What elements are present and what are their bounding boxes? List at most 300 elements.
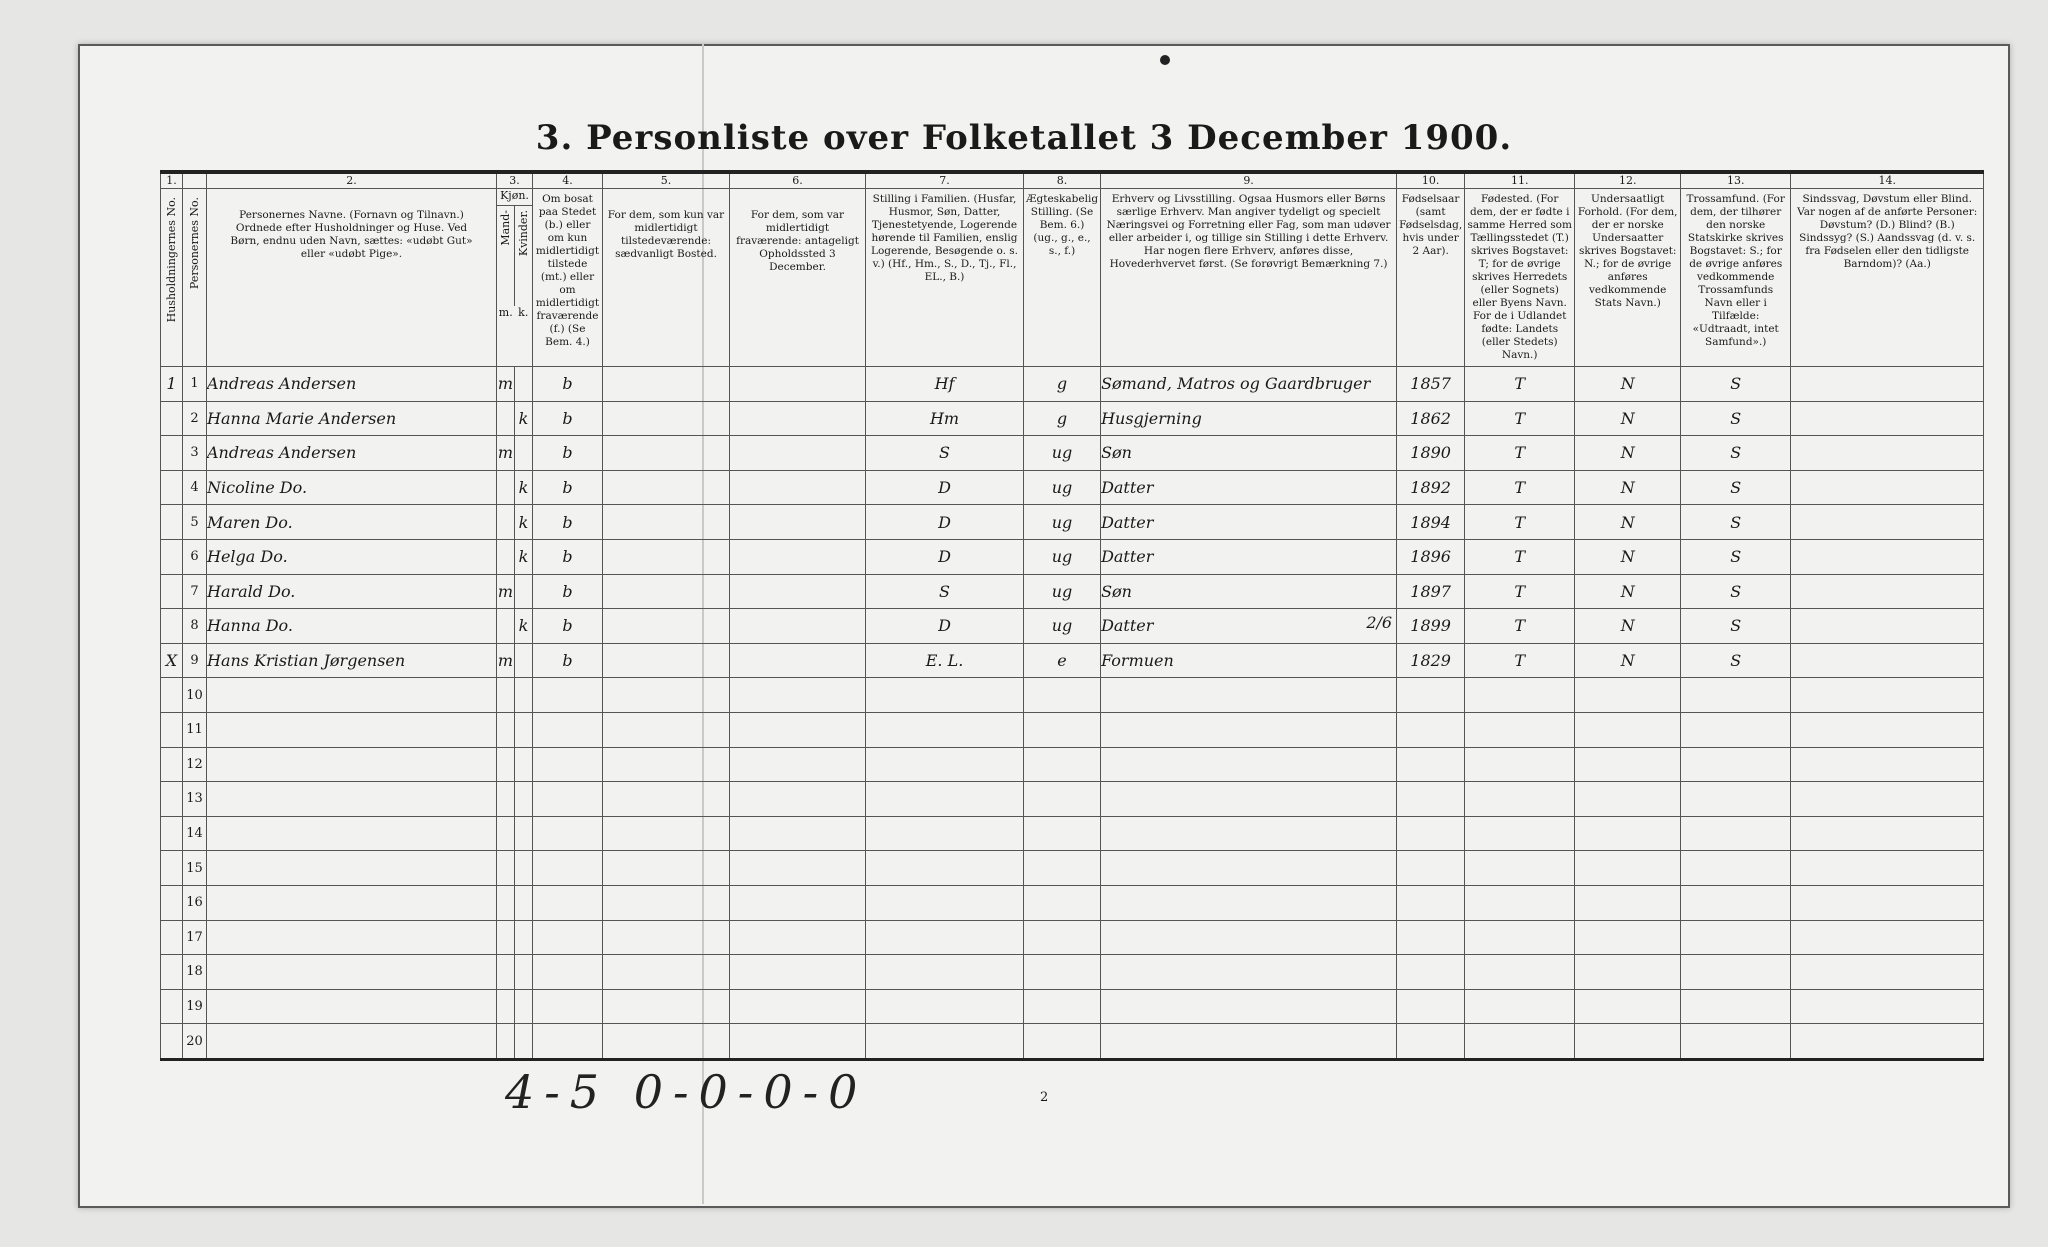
household-mark [161,712,183,747]
family-position: D [866,539,1024,574]
disability [1791,367,1984,402]
marital-status [1024,955,1101,990]
residence-status [533,920,603,955]
residence-status: b [533,609,603,644]
nationality [1575,851,1681,886]
residence-status: b [533,436,603,471]
sex-female: k [515,609,533,644]
nationality [1575,1024,1681,1060]
sex-male [497,401,515,436]
sex-male [497,920,515,955]
household-mark [161,470,183,505]
household-mark [161,574,183,609]
temp-present [603,574,730,609]
disability [1791,470,1984,505]
birthplace [1465,1024,1575,1060]
occupation [1101,747,1397,782]
disability [1791,747,1984,782]
marital-status [1024,851,1101,886]
religion [1681,955,1791,990]
marital-status: ug [1024,436,1101,471]
header-kjon [497,189,533,367]
temp-absent [730,436,866,471]
disability [1791,885,1984,920]
nationality: N [1575,505,1681,540]
person-number: 11 [183,712,207,747]
temp-absent [730,1024,866,1060]
household-mark [161,539,183,574]
person-name [207,782,497,817]
religion: S [1681,401,1791,436]
sex-female [515,782,533,817]
religion [1681,851,1791,886]
temp-present [603,920,730,955]
person-name [207,920,497,955]
colnum: 10. [1397,172,1465,189]
header-kjon-label: Kjøn. [497,189,532,206]
religion: S [1681,470,1791,505]
nationality [1575,782,1681,817]
occupation: Datter [1101,539,1397,574]
person-number: 15 [183,851,207,886]
household-mark [161,920,183,955]
sex-male [497,782,515,817]
nationality: N [1575,470,1681,505]
header-col12: Undersaatligt Forhold. (For dem, der er norske Undersaatter skrives Bogstavet: N.; for de øvrige anføres vedkommende Stats Navn.) [1575,189,1681,367]
colnum: 4. [533,172,603,189]
family-position [866,816,1024,851]
occupation [1101,678,1397,713]
birth-year [1397,955,1465,990]
person-number: 18 [183,955,207,990]
person-number: 4 [183,470,207,505]
disability [1791,782,1984,817]
header-household-no: Husholdningernes No. [161,189,183,367]
occupation: Søn [1101,436,1397,471]
marital-status: ug [1024,609,1101,644]
table-row [161,678,1984,713]
family-position [866,747,1024,782]
marital-status: ug [1024,574,1101,609]
person-name: Hanna Marie Andersen [207,401,497,436]
temp-absent [730,712,866,747]
birth-year [1397,920,1465,955]
temp-present [603,989,730,1024]
residence-status [533,851,603,886]
temp-present [603,712,730,747]
temp-present [603,470,730,505]
person-number: 6 [183,539,207,574]
occupation [1101,851,1397,886]
colnum: 13. [1681,172,1791,189]
family-position [866,1024,1024,1060]
marital-status [1024,782,1101,817]
header-names: Personernes Navne. (Fornavn og Tilnavn.) Ordnede efter Husholdninger og Huse. Ved Børn, endnu uden Navn, sættes: «udøbt Gut» eller «udøbt Pige». [207,189,497,367]
colnum: 2. [207,172,497,189]
temp-absent [730,539,866,574]
household-mark [161,851,183,886]
handwritten-tally: 4-5 0-0-0-0 [505,1065,868,1119]
occupation [1101,712,1397,747]
birth-year [1397,851,1465,886]
marital-status: e [1024,643,1101,678]
disability [1791,851,1984,886]
birthplace: T [1465,574,1575,609]
person-name: Andreas Andersen [207,367,497,402]
occupation [1101,955,1397,990]
household-mark [161,401,183,436]
colnum: 14. [1791,172,1984,189]
header-col8: Ægteskabelig Stilling. (Se Bem. 6.) (ug., g., e., s., f.) [1024,189,1101,367]
nationality: N [1575,643,1681,678]
birthplace [1465,955,1575,990]
birth-year: 1890 [1397,436,1465,471]
header-col7: Stilling i Familien. (Husfar, Husmor, Søn, Datter, Tjenestetyende, Logerende hørende til Familien, enslig Logerende, Besøgende o. s. v.) (Hf., Hm., S., D., Tj., Fl., EL., B.) [866,189,1024,367]
sex-male [497,747,515,782]
residence-status [533,747,603,782]
birth-year: 1862 [1397,401,1465,436]
sex-female: k [515,505,533,540]
birth-year: 1897 [1397,574,1465,609]
nationality [1575,989,1681,1024]
disability [1791,505,1984,540]
sex-female [515,643,533,678]
marital-status: ug [1024,505,1101,540]
religion [1681,678,1791,713]
occupation: Datter [1101,505,1397,540]
religion: S [1681,505,1791,540]
birth-year [1397,989,1465,1024]
sex-male [497,989,515,1024]
header-k: k. [518,306,529,319]
nationality: N [1575,367,1681,402]
sex-male [497,678,515,713]
household-mark [161,436,183,471]
occupation: Formuen [1101,643,1397,678]
marital-status [1024,885,1101,920]
religion: S [1681,643,1791,678]
person-name [207,989,497,1024]
temp-present [603,782,730,817]
temp-present [603,367,730,402]
nationality [1575,955,1681,990]
colnum [183,172,207,189]
person-number: 8 [183,609,207,644]
occupation: Datter 2/6 [1101,609,1397,644]
religion: S [1681,609,1791,644]
sex-female: k [515,470,533,505]
person-number: 3 [183,436,207,471]
disability [1791,712,1984,747]
sex-male [497,816,515,851]
birthplace [1465,678,1575,713]
person-name [207,747,497,782]
sex-female [515,678,533,713]
table-row [161,436,1984,471]
person-name: Andreas Andersen [207,436,497,471]
person-number: 7 [183,574,207,609]
person-number: 1 [183,367,207,402]
birthplace: T [1465,470,1575,505]
nationality: N [1575,609,1681,644]
temp-present [603,505,730,540]
occupation [1101,1024,1397,1060]
residence-status: b [533,505,603,540]
birth-year: 1857 [1397,367,1465,402]
occupation [1101,920,1397,955]
family-position [866,782,1024,817]
residence-status: b [533,367,603,402]
table-row [161,401,1984,436]
family-position: Hm [866,401,1024,436]
table-row [161,367,1984,402]
temp-absent [730,574,866,609]
family-position: S [866,574,1024,609]
sex-male: m [497,643,515,678]
person-number: 9 [183,643,207,678]
disability [1791,574,1984,609]
temp-present [603,747,730,782]
disability [1791,436,1984,471]
residence-status [533,678,603,713]
occupation: Datter [1101,470,1397,505]
sex-male [497,505,515,540]
birthplace [1465,851,1575,886]
religion [1681,885,1791,920]
nationality [1575,920,1681,955]
household-mark [161,782,183,817]
person-name [207,851,497,886]
colnum: 6. [730,172,866,189]
page-title: 3. Personliste over Folketallet 3 December 1900. [535,118,1513,158]
sex-female [515,851,533,886]
header-row [161,189,1984,367]
colnum: 8. [1024,172,1101,189]
birthplace: T [1465,643,1575,678]
family-position [866,920,1024,955]
temp-absent [730,678,866,713]
header-bosat: Om bosat paa Stedet (b.) eller om kun midlertidigt tilstede (mt.) eller om midlertidigt fraværende (f.) (Se Bem. 4.) [533,189,603,367]
header-col9: Erhverv og Livsstilling. Ogsaa Husmors eller Børns særlige Erhverv. Man angiver tydeligt og specielt Næringsvei og Forretning eller Fag, som man udøver eller arbeider i, og tillige sin Stilling i dette Erhverv. Har nogen flere Erhverv, anføres disse, Hovederhvervet først. (Se forøvrigt Bemærkning 7.) [1101,189,1397,367]
temp-absent [730,816,866,851]
table-row [161,643,1984,678]
temp-absent [730,505,866,540]
table-row [161,885,1984,920]
person-name [207,712,497,747]
sex-female: k [515,401,533,436]
occupation [1101,989,1397,1024]
person-number: 14 [183,816,207,851]
sex-female [515,816,533,851]
disability [1791,955,1984,990]
residence-status [533,782,603,817]
temp-present [603,885,730,920]
temp-absent [730,955,866,990]
occupation [1101,816,1397,851]
birth-year: 1829 [1397,643,1465,678]
birthplace [1465,712,1575,747]
religion: S [1681,574,1791,609]
sex-female [515,989,533,1024]
colnum: 11. [1465,172,1575,189]
person-number: 20 [183,1024,207,1060]
table-row [161,851,1984,886]
occupation: Sømand, Matros og Gaardbruger [1101,367,1397,402]
religion: S [1681,436,1791,471]
birthplace: T [1465,609,1575,644]
table-row [161,920,1984,955]
temp-present [603,1024,730,1060]
disability [1791,609,1984,644]
table-row [161,782,1984,817]
sex-female [515,436,533,471]
header-col13: Trossamfund. (For dem, der tilhører den norske Statskirke skrives Bogstavet: S.; for de øvrige anføres vedkommende Trossamfunds Navn eller i Tilfælde: «Udtraadt, intet Samfund».) [1681,189,1791,367]
household-mark [161,678,183,713]
temp-absent [730,643,866,678]
birthplace [1465,920,1575,955]
sex-male [497,851,515,886]
temp-absent [730,747,866,782]
temp-present [603,609,730,644]
sex-female [515,712,533,747]
residence-status: b [533,401,603,436]
header-mand: Mand- [497,206,515,306]
marital-status: ug [1024,470,1101,505]
temp-present [603,401,730,436]
family-position [866,712,1024,747]
table-row [161,609,1984,644]
birthplace: T [1465,401,1575,436]
religion [1681,782,1791,817]
sex-male [497,955,515,990]
header-col10: Fødselsaar (samt Fødselsdag, hvis under 2 Aar). [1397,189,1465,367]
nationality [1575,678,1681,713]
temp-present [603,436,730,471]
family-position [866,851,1024,886]
table-row [161,712,1984,747]
temp-absent [730,885,866,920]
religion [1681,920,1791,955]
temp-present [603,643,730,678]
table-row [161,505,1984,540]
person-number: 2 [183,401,207,436]
disability [1791,816,1984,851]
person-name [207,1024,497,1060]
person-number: 13 [183,782,207,817]
birth-year [1397,885,1465,920]
marital-status [1024,712,1101,747]
birthplace: T [1465,436,1575,471]
birth-year [1397,782,1465,817]
religion [1681,816,1791,851]
residence-status [533,1024,603,1060]
household-mark: 1 [161,367,183,402]
table-row [161,989,1984,1024]
temp-absent [730,851,866,886]
residence-status: b [533,470,603,505]
colnum: 12. [1575,172,1681,189]
religion [1681,989,1791,1024]
colnum: 3. [497,172,533,189]
table-row [161,955,1984,990]
religion [1681,712,1791,747]
temp-present [603,678,730,713]
household-mark [161,885,183,920]
marital-status [1024,816,1101,851]
family-position [866,955,1024,990]
birthplace [1465,782,1575,817]
religion: S [1681,539,1791,574]
header-m: m. [498,306,513,319]
birthplace: T [1465,505,1575,540]
household-mark: X [161,643,183,678]
birth-year: 1892 [1397,470,1465,505]
ink-dot [1160,55,1170,65]
person-name: Nicoline Do. [207,470,497,505]
person-name: Helga Do. [207,539,497,574]
nationality: N [1575,436,1681,471]
marital-status: ug [1024,539,1101,574]
sex-male [497,885,515,920]
birth-year [1397,1024,1465,1060]
temp-absent [730,609,866,644]
table-row [161,539,1984,574]
page-number: 2 [1040,1090,1049,1105]
header-kvinder: Kvinder. [517,210,530,257]
sex-male [497,1024,515,1060]
nationality [1575,747,1681,782]
nationality: N [1575,401,1681,436]
occupation [1101,782,1397,817]
temp-present [603,851,730,886]
person-number: 10 [183,678,207,713]
temp-absent [730,782,866,817]
person-number: 16 [183,885,207,920]
header-col6: For dem, som var midlertidigt fraværende: antageligt Opholdssted 3 December. [730,189,866,367]
nationality [1575,816,1681,851]
person-number: 17 [183,920,207,955]
census-table [160,170,1984,1061]
table-row [161,1024,1984,1060]
birth-year: 1894 [1397,505,1465,540]
disability [1791,1024,1984,1060]
person-name [207,816,497,851]
birth-year: 1899 [1397,609,1465,644]
nationality: N [1575,539,1681,574]
residence-status [533,712,603,747]
nationality [1575,885,1681,920]
date-mark: 2/6 [1366,613,1393,633]
temp-absent [730,367,866,402]
household-mark [161,955,183,990]
temp-present [603,955,730,990]
residence-status: b [533,539,603,574]
marital-status: g [1024,401,1101,436]
sex-male [497,470,515,505]
birth-year [1397,747,1465,782]
birthplace [1465,989,1575,1024]
family-position: D [866,505,1024,540]
person-name [207,885,497,920]
colnum: 1. [161,172,183,189]
sex-female [515,885,533,920]
occupation [1101,885,1397,920]
birth-year [1397,712,1465,747]
marital-status [1024,920,1101,955]
household-mark [161,747,183,782]
temp-absent [730,989,866,1024]
disability [1791,920,1984,955]
